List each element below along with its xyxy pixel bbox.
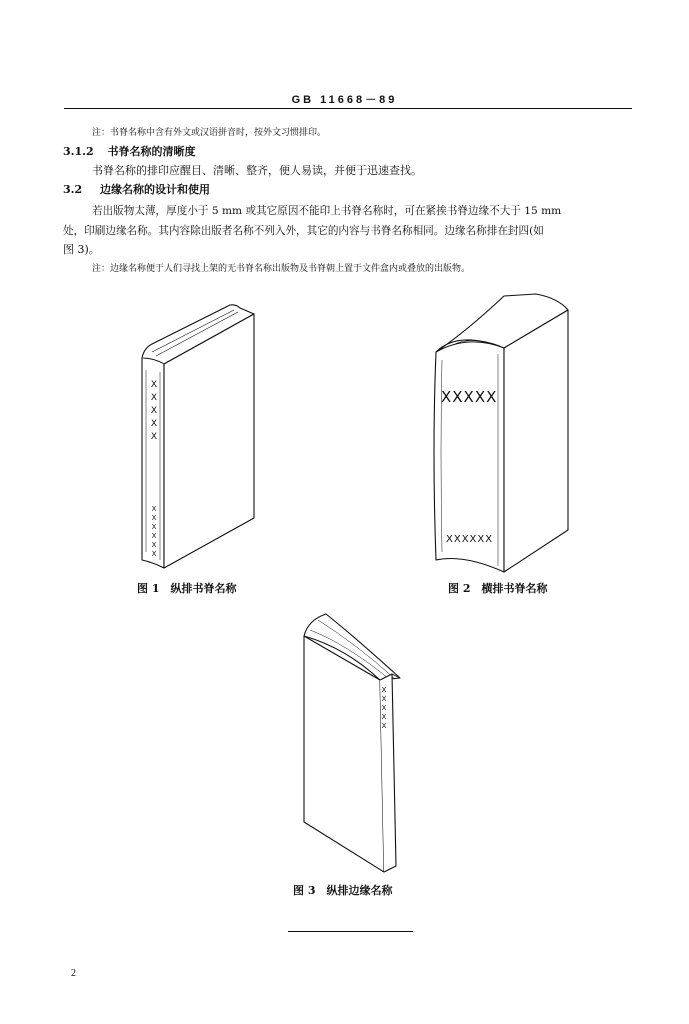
spine-mark: X [151, 541, 157, 549]
edge-mark: X [381, 695, 387, 703]
spine-mark: X [150, 432, 158, 442]
spine-mark: X [151, 523, 157, 531]
spine-mark: X [151, 532, 157, 540]
figure-3-thin-publication-edge-name [296, 608, 416, 878]
spine-title-bottom: XXXXXX [446, 534, 494, 545]
section-title: 边缘名称的设计和使用 [99, 183, 210, 196]
figure-3-caption: 图 3 纵排边缘名称 [293, 884, 393, 897]
section-3-2-body-line-3: 图 3)。 [63, 243, 100, 256]
spine-mark: X [151, 505, 157, 513]
header-rule [64, 108, 632, 109]
spine-mark: X [151, 514, 157, 522]
spine-mark: X [150, 393, 158, 403]
edge-mark: X [381, 713, 387, 721]
standard-code-header: GB 11668－89 [291, 94, 398, 106]
section-number: 3.2 [63, 183, 83, 196]
figure-1-book-vertical-spine [130, 300, 270, 580]
section-3-1-2-heading [63, 145, 195, 159]
edge-mark: X [381, 704, 387, 712]
spine-title-top: XXXXX [441, 388, 498, 406]
spine-mark: X [151, 550, 157, 558]
section-3-1-2-body: 书脊名称的排印应醒目、清晰、整齐，便人易读，并便于迅速查找。 [92, 164, 422, 177]
figure-1-caption: 图 1 纵排书脊名称 [137, 582, 237, 595]
note-edge-name-purpose: 注：边缘名称便于人们寻找上架的无书脊名称出版物及书脊朝上置于文件盒内或叠放的出版物。 [92, 264, 471, 274]
section-3-2-heading [63, 183, 210, 197]
figure-2-book-horizontal-spine [428, 290, 578, 580]
spine-mark: X [150, 406, 158, 416]
edge-mark: X [381, 722, 387, 730]
edge-mark: X [381, 686, 387, 694]
section-3-2-body-line-1: 若出版物太薄，厚度小于 5 mm 或其它原因不能印上书脊名称时，可在紧挨书脊边缘不大于 15 mm [92, 205, 562, 217]
spine-mark: X [150, 380, 158, 390]
page-number: 2 [71, 968, 76, 979]
end-rule [288, 931, 413, 932]
section-number: 3.1.2 [63, 145, 94, 158]
section-3-2-body-line-2: 处，印刷边缘名称。其内容除出版者名称不列入外，其它的内容与书脊名称相同。边缘名称排在封四(如 [63, 225, 544, 237]
spine-mark: X [150, 419, 158, 429]
note-spine-foreign-text: 注：书脊名称中含有外文或汉语拼音时，按外文习惯排印。 [92, 128, 327, 138]
section-title: 书脊名称的清晰度 [107, 145, 196, 158]
figure-2-caption: 图 2 横排书脊名称 [448, 582, 548, 595]
